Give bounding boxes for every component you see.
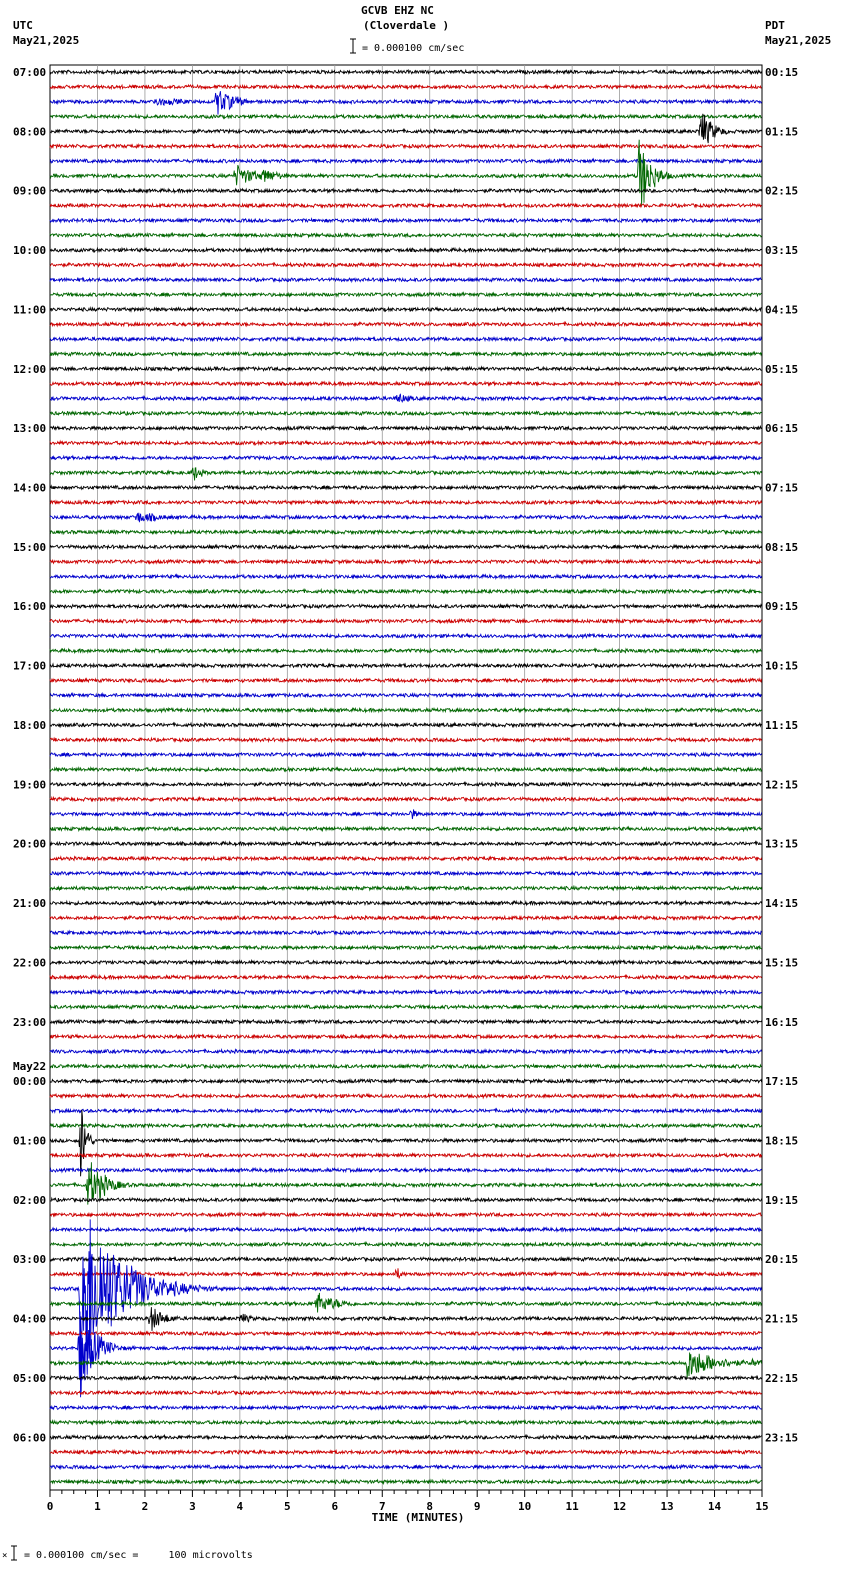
seismic-trace-20	[50, 367, 762, 371]
seismic-trace-24	[50, 426, 762, 430]
pdt-hour-label: 07:15	[765, 481, 799, 495]
x-tick-label: 9	[473, 1500, 481, 1513]
footer-scale-bar-icon	[9, 1545, 19, 1561]
seismic-trace-22	[50, 394, 762, 402]
seismic-trace-61	[50, 975, 762, 979]
pdt-hour-label: 14:15	[765, 897, 799, 911]
utc-hour-label: 01:00	[13, 1134, 47, 1148]
utc-hour-label: 09:00	[13, 184, 47, 198]
pdt-hour-label: 17:15	[765, 1075, 799, 1089]
seismic-trace-79	[50, 1243, 762, 1247]
footer-scale-text: = 0.000100 cm/sec = 100 microvolts	[24, 1550, 253, 1561]
utc-hour-label: 10:00	[13, 244, 47, 258]
seismic-trace-1	[50, 85, 762, 89]
trace-group	[50, 70, 762, 1484]
seismic-trace-19	[50, 352, 762, 356]
seismic-trace-8	[50, 189, 762, 193]
seismic-trace-9	[50, 204, 762, 208]
pdt-hour-label: 05:15	[765, 362, 799, 376]
pdt-hour-label: 21:15	[765, 1312, 799, 1326]
utc-hour-label: 05:00	[13, 1371, 47, 1385]
pdt-hour-label: 01:15	[765, 125, 799, 139]
seismic-trace-80	[50, 1257, 762, 1261]
utc-hour-label: 07:00	[13, 66, 47, 79]
utc-hour-label: 00:00	[13, 1075, 47, 1089]
seismic-trace-34	[50, 575, 762, 579]
seismic-trace-43	[50, 708, 762, 712]
seismic-trace-55	[50, 886, 762, 890]
pdt-hour-label: 12:15	[765, 778, 799, 792]
seismic-trace-68	[50, 1079, 762, 1083]
seismic-trace-35	[50, 590, 762, 594]
pdt-hour-label: 10:15	[765, 659, 799, 673]
seismic-trace-69	[50, 1094, 762, 1098]
seismic-trace-59	[50, 946, 762, 950]
seismic-trace-58	[50, 931, 762, 935]
seismic-trace-70	[50, 1109, 762, 1113]
pdt-hour-label: 22:15	[765, 1371, 799, 1385]
seismic-trace-56	[50, 901, 762, 905]
seismic-trace-65	[50, 1035, 762, 1039]
utc-hour-label: 20:00	[13, 837, 47, 851]
utc-hour-label: 21:00	[13, 897, 47, 911]
seismic-trace-31	[50, 530, 762, 534]
x-tick-label: 13	[660, 1500, 674, 1513]
left-timezone: UTC	[13, 19, 33, 32]
seismic-trace-36	[50, 605, 762, 609]
utc-hour-label: 06:00	[13, 1431, 47, 1445]
seismic-trace-76	[50, 1198, 762, 1202]
seismic-trace-71	[50, 1124, 762, 1128]
seismic-trace-52	[50, 842, 762, 846]
seismic-trace-45	[50, 738, 762, 742]
seismic-trace-16	[50, 308, 762, 312]
seismic-trace-64	[50, 1020, 762, 1024]
seismic-trace-33	[50, 560, 762, 564]
seismic-trace-47	[50, 768, 762, 772]
pdt-hour-label: 18:15	[765, 1134, 799, 1148]
pdt-hour-label: 00:15	[765, 66, 799, 79]
right-timezone: PDT	[765, 19, 785, 32]
pdt-hour-label: 20:15	[765, 1253, 799, 1267]
seismic-trace-63	[50, 1005, 762, 1009]
station-location: (Cloverdale )	[363, 19, 450, 32]
utc-hour-label: 15:00	[13, 540, 47, 554]
seismic-trace-23	[50, 412, 762, 416]
pdt-hour-label: 11:15	[765, 718, 799, 732]
seismic-trace-90	[50, 1406, 762, 1410]
seismic-trace-13	[50, 263, 762, 267]
x-tick-label: 2	[141, 1500, 149, 1513]
seismic-trace-91	[50, 1421, 762, 1425]
utc-hour-label: 22:00	[13, 956, 47, 970]
right-date: May21,2025	[765, 34, 832, 47]
seismic-trace-14	[50, 278, 762, 282]
seismic-trace-66	[50, 1050, 762, 1054]
seismic-trace-81	[50, 1268, 762, 1278]
seismic-trace-38	[50, 634, 762, 638]
seismic-trace-94	[50, 1465, 762, 1469]
utc-hour-label: 02:00	[13, 1193, 47, 1207]
pdt-hour-label: 13:15	[765, 837, 799, 851]
utc-hour-label: 12:00	[13, 362, 47, 376]
seismic-trace-92	[50, 1435, 762, 1439]
x-tick-label: 8	[426, 1500, 434, 1513]
x-tick-label: 0	[46, 1500, 54, 1513]
pdt-hour-label: 15:15	[765, 956, 799, 970]
seismic-trace-17	[50, 322, 762, 326]
seismic-trace-2	[50, 91, 762, 114]
seismic-trace-62	[50, 990, 762, 994]
x-tick-label: 3	[189, 1500, 196, 1513]
seismic-trace-0	[50, 70, 762, 74]
seismic-trace-40	[50, 664, 762, 668]
seismic-trace-30	[50, 513, 762, 522]
x-tick-label: 4	[236, 1500, 244, 1513]
pdt-hour-label: 04:15	[765, 303, 799, 317]
seismic-trace-72	[50, 1110, 762, 1177]
scale-text: = 0.000100 cm/sec	[362, 43, 465, 54]
x-tick-label: 7	[378, 1500, 386, 1513]
seismic-trace-7	[50, 140, 762, 207]
seismic-trace-21	[50, 382, 762, 386]
x-tick-label: 10	[518, 1500, 532, 1513]
seismic-trace-60	[50, 961, 762, 965]
seismic-trace-51	[50, 827, 762, 831]
seismic-trace-85	[50, 1332, 762, 1336]
seismic-trace-5	[50, 144, 762, 148]
x-axis	[47, 1490, 769, 1524]
seismic-trace-57	[50, 916, 762, 920]
pdt-hour-label: 19:15	[765, 1193, 799, 1207]
seismic-trace-95	[50, 1480, 762, 1484]
seismic-trace-67	[50, 1065, 762, 1069]
seismic-trace-15	[50, 293, 762, 297]
x-tick-label: 12	[612, 1500, 627, 1513]
x-tick-label: 5	[284, 1500, 291, 1513]
seismic-trace-78	[50, 1228, 762, 1232]
seismic-trace-11	[50, 233, 762, 237]
pdt-hour-label: 23:15	[765, 1431, 799, 1445]
seismic-trace-3	[50, 115, 762, 119]
x-axis-label: TIME (MINUTES)	[371, 1511, 465, 1524]
utc-hour-label: 11:00	[13, 303, 47, 317]
seismic-trace-4	[50, 114, 762, 143]
utc-hour-label: 03:00	[13, 1253, 47, 1267]
seismic-trace-49	[50, 797, 762, 801]
pdt-hour-label: 16:15	[765, 1015, 799, 1029]
pdt-hour-label: 06:15	[765, 422, 799, 436]
utc-hour-label: 16:00	[13, 600, 47, 614]
x-tick-label: 14	[707, 1500, 722, 1513]
seismic-trace-53	[50, 857, 762, 861]
x-tick-label: 15	[755, 1500, 769, 1513]
footer-marker: ×	[2, 1551, 8, 1561]
seismic-trace-46	[50, 753, 762, 757]
seismic-trace-32	[50, 545, 762, 549]
pdt-hour-label: 09:15	[765, 600, 799, 614]
seismic-trace-44	[50, 723, 762, 727]
seismic-trace-54	[50, 872, 762, 876]
seismic-trace-18	[50, 337, 762, 341]
seismic-trace-42	[50, 694, 762, 698]
utc-hour-label: 13:00	[13, 422, 47, 436]
seismic-trace-12	[50, 248, 762, 252]
seismic-trace-29	[50, 501, 762, 505]
utc-hour-label: 14:00	[13, 481, 47, 495]
x-tick-label: 11	[565, 1500, 579, 1513]
utc-hour-label: 18:00	[13, 718, 47, 732]
pdt-hour-label: 02:15	[765, 184, 799, 198]
station-title: GCVB EHZ NC	[361, 4, 434, 17]
x-tick-label: 6	[331, 1500, 339, 1513]
seismic-trace-25	[50, 441, 762, 445]
seismic-trace-28	[50, 486, 762, 490]
seismic-trace-93	[50, 1450, 762, 1454]
pdt-hour-label: 08:15	[765, 540, 799, 554]
seismic-trace-73	[50, 1154, 762, 1158]
utc-hour-label: 04:00	[13, 1312, 47, 1326]
pdt-hour-label: 03:15	[765, 244, 799, 258]
seismic-trace-41	[50, 679, 762, 683]
utc-hour-label: 17:00	[13, 659, 47, 673]
utc-hour-label: 23:00	[13, 1015, 47, 1029]
utc-hour-label: 08:00	[13, 125, 47, 139]
seismic-trace-39	[50, 649, 762, 653]
seismic-trace-6	[50, 159, 762, 163]
seismic-trace-48	[50, 782, 762, 786]
seismic-trace-37	[50, 619, 762, 623]
seismic-trace-89	[50, 1391, 762, 1395]
seismic-trace-10	[50, 219, 762, 223]
seismic-trace-74	[50, 1168, 762, 1172]
seismic-trace-50	[50, 809, 762, 819]
utc-date-label: May22	[13, 1060, 47, 1074]
seismic-trace-84	[50, 1307, 762, 1331]
x-tick-label: 1	[94, 1500, 101, 1513]
seismic-trace-77	[50, 1213, 762, 1217]
seismic-trace-87	[50, 1353, 762, 1378]
seismic-trace-26	[50, 456, 762, 460]
left-date: May21,2025	[13, 34, 80, 47]
seismic-trace-88	[50, 1376, 762, 1380]
utc-hour-label: 19:00	[13, 778, 47, 792]
seismic-trace-27	[50, 468, 762, 481]
